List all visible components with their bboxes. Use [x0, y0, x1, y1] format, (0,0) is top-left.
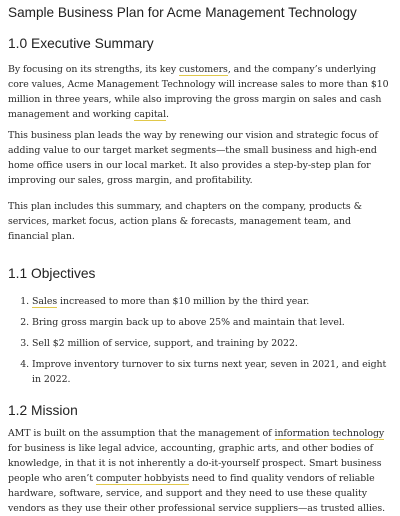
objectives-list: [8, 294, 392, 387]
text-span: By focusing on its strengths, its key: [8, 64, 180, 75]
objective-item: [32, 315, 392, 330]
text-span: .: [166, 109, 169, 120]
executive-summary-paragraph-3: This plan includes this summary, and chapters on the company, products & services, market focus, action plans & forecasts, management team, and financial plan.: [8, 201, 362, 242]
document-page: [0, 4, 400, 516]
executive-summary-paragraph-2: This business plan leads the way by renewing our vision and strategic focus of adding value to our target market segments—the small business and high-end home office users in our local market. It also provides a step-by-step plan for improving our sales, gross margin, and profitability.: [8, 130, 378, 186]
text-span: , and the company’s underlying core values, Acme Management Technology will increase sales to more than $10 million in three years, while also improving the gross margin on sales and cash management and working: [8, 64, 389, 120]
text-span: for business is like legal advice, accounting, graphic arts, and other bodies of knowledge, in that it is not inherently a do-it-yourself prospect. Smart business people who aren’t: [8, 443, 382, 484]
section-heading-mission: 1.2 Mission: [8, 403, 78, 418]
text-span: need to find quality vendors of reliable hardware, software, service, and support and they need to use these quality vendors as they use their other professional service suppliers—as trusted allies.: [8, 473, 386, 514]
section-heading-executive-summary: 1.0 Executive Summary: [8, 36, 154, 51]
objective-item: [32, 336, 392, 351]
objective-text: Improve inventory turnover to six turns next year, seven in 2021, and eight in 2022.: [32, 359, 387, 385]
objective-item: [32, 294, 392, 309]
objective-text: Sell $2 million of service, support, and training by 2022.: [32, 338, 298, 349]
objective-item: [32, 357, 392, 387]
highlight-sales: Sales: [32, 296, 58, 307]
document-title: Sample Business Plan for Acme Management Technology: [8, 5, 357, 20]
highlight-customers: customers: [179, 64, 228, 75]
executive-summary-paragraph-1: [8, 62, 392, 122]
section-heading-objectives: 1.1 Objectives: [8, 266, 96, 281]
text-span: AMT is built on the assumption that the management of: [8, 428, 275, 439]
mission-paragraph: [8, 426, 392, 516]
highlight-computer-hobbyists: computer hobbyists: [95, 473, 189, 484]
highlight-information-technology: information technology: [274, 428, 385, 439]
highlight-capital: capital: [134, 109, 167, 120]
objective-text: Bring gross margin back up to above 25% and maintain that level.: [32, 317, 345, 328]
objective-text: increased to more than $10 million by the third year.: [57, 296, 310, 307]
